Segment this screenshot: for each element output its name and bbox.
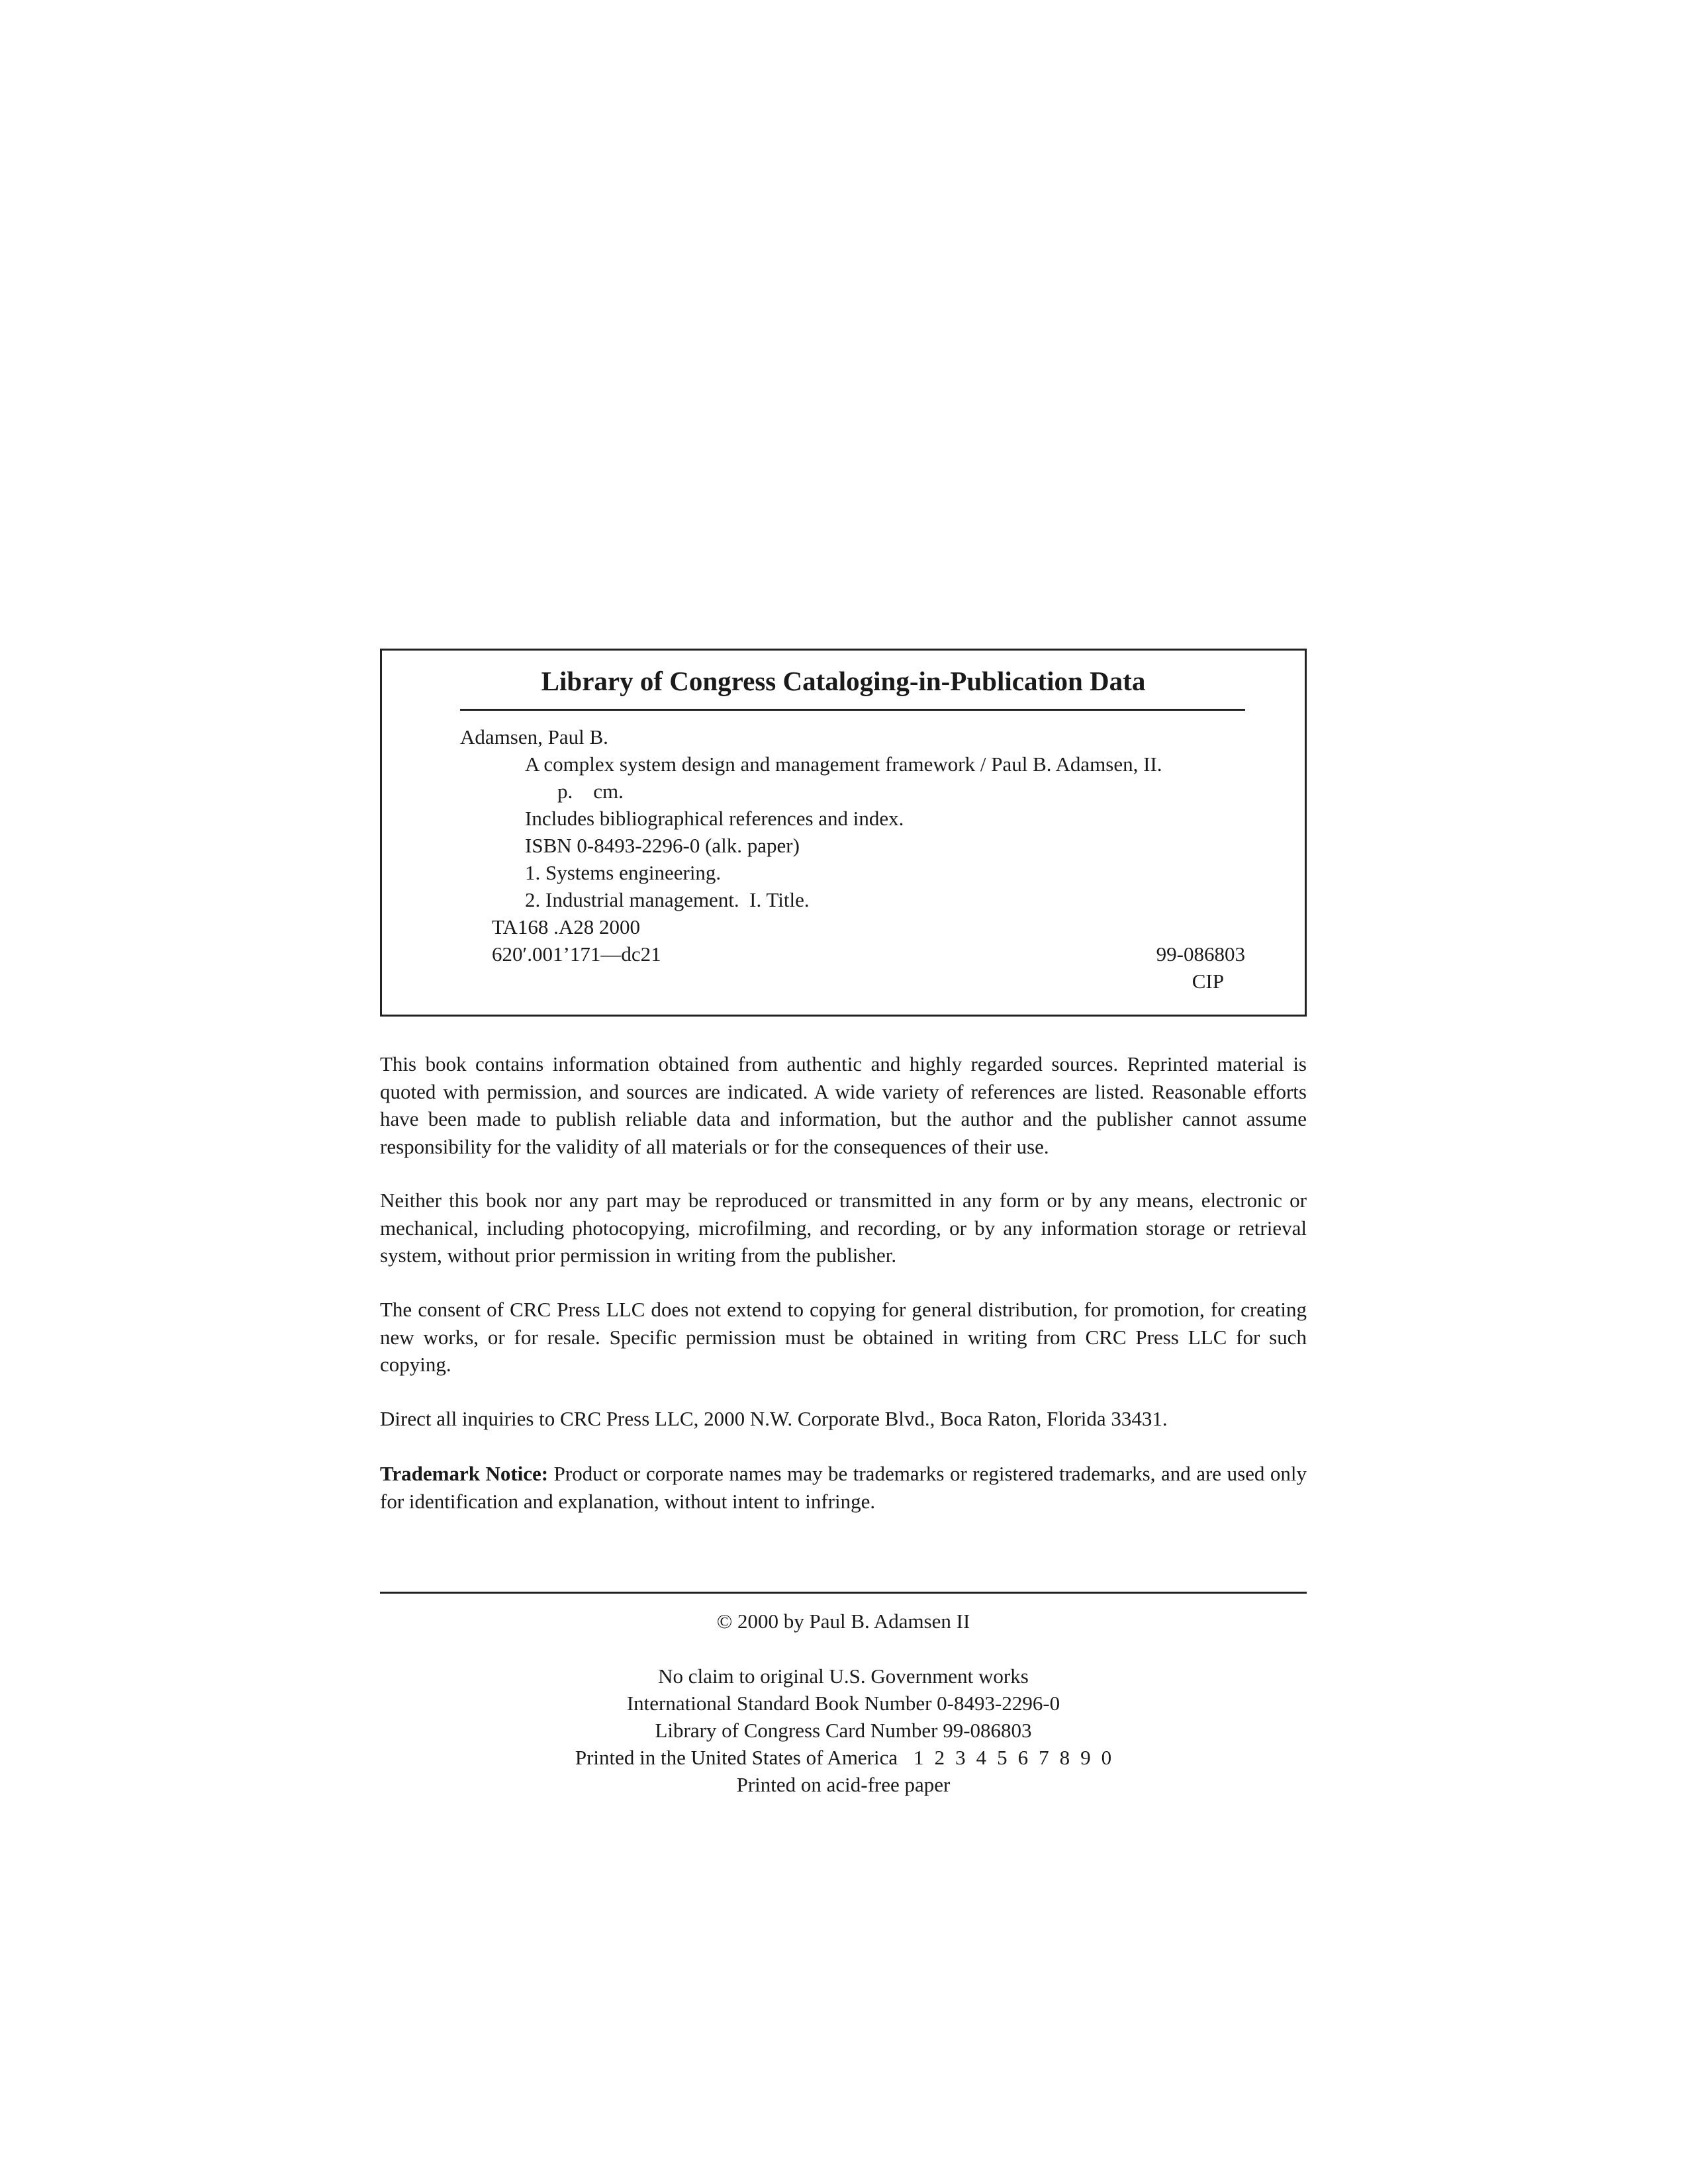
printed-in-line (380, 1746, 1307, 1770)
cip-data-box (380, 649, 1307, 1017)
print-digit: 9 (1080, 1746, 1091, 1769)
cip-lc-class: TA168 .A28 2000 (492, 915, 640, 938)
trademark-text: Product or corporate names may be trademarks or registered trademarks, and are used only for identification and explanation, without intent to infringe. (380, 1462, 1307, 1513)
reproduction-paragraph: Neither this book nor any part may be reproduced or transmitted in any form or by any means, electronic or mechanical, including photocopying, microfilming, and recording, or by any information storage or retrieval system, without prior permission in writing from the publisher. (380, 1189, 1307, 1267)
print-digit: 3 (955, 1746, 966, 1769)
acid-free-line: Printed on acid-free paper (736, 1773, 951, 1796)
printed-in-text: Printed in the United States of America (575, 1746, 898, 1769)
no-claim-line: No claim to original U.S. Government works (658, 1664, 1029, 1688)
isbn-line: International Standard Book Number 0-8493-2296-0 (626, 1692, 1060, 1715)
cip-lccn: 99-086803 (1156, 942, 1245, 966)
footer-rule (380, 1592, 1307, 1594)
cip-title: Library of Congress Cataloging-in-Publication Data (541, 666, 1146, 696)
cip-title-rule (460, 709, 1245, 711)
copyright-line: © 2000 by Paul B. Adamsen II (716, 1610, 970, 1633)
print-digit: 5 (997, 1746, 1008, 1769)
print-digit: 2 (934, 1746, 945, 1769)
cip-subject-2: 2. Industrial management. I. Title. (525, 888, 810, 911)
print-digit: 8 (1059, 1746, 1070, 1769)
cip-dewey: 620′.001’171—dc21 (492, 942, 661, 966)
print-digit: 7 (1039, 1746, 1049, 1769)
inquiries-paragraph: Direct all inquiries to CRC Press LLC, 2000 N.W. Corporate Blvd., Boca Raton, Florida 33431. (380, 1407, 1168, 1430)
cip-note: Includes bibliographical references and index. (525, 807, 904, 830)
consent-paragraph: The consent of CRC Press LLC does not extend to copying for general distribution, for promotion, for creating new works, or for resale. Specific permission must be obtained in writing from CRC Press LLC for such copying. (380, 1298, 1307, 1376)
cip-title-entry: A complex system design and management framework / Paul B. Adamsen, II. (525, 752, 1162, 776)
print-digit: 4 (976, 1746, 987, 1769)
print-digit: 6 (1017, 1746, 1029, 1769)
trademark-paragraph (380, 1460, 1307, 1515)
print-run-digits (898, 1746, 1111, 1770)
cip-label: CIP (1192, 970, 1224, 993)
print-digit: 0 (1101, 1746, 1112, 1769)
lccn-line: Library of Congress Card Number 99-086803 (655, 1719, 1032, 1742)
cip-physical-description: p. cm. (557, 780, 624, 803)
print-digit: 1 (914, 1746, 924, 1769)
trademark-label: Trademark Notice: (380, 1462, 549, 1485)
cip-isbn: ISBN 0-8493-2296-0 (alk. paper) (525, 834, 800, 857)
cip-subject-1: 1. Systems engineering. (525, 861, 722, 884)
cip-author: Adamsen, Paul B. (460, 725, 608, 749)
disclaimer-paragraph: This book contains information obtained from authentic and highly regarded sources. Reprinted material is quoted with permission, and sources are indicated. A wide variety of references are listed. Reasonable efforts have been made to publish reliable data and information, but the author and the publisher cannot assume responsibility for the validity of all materials or for the consequences of their use. (380, 1052, 1307, 1158)
